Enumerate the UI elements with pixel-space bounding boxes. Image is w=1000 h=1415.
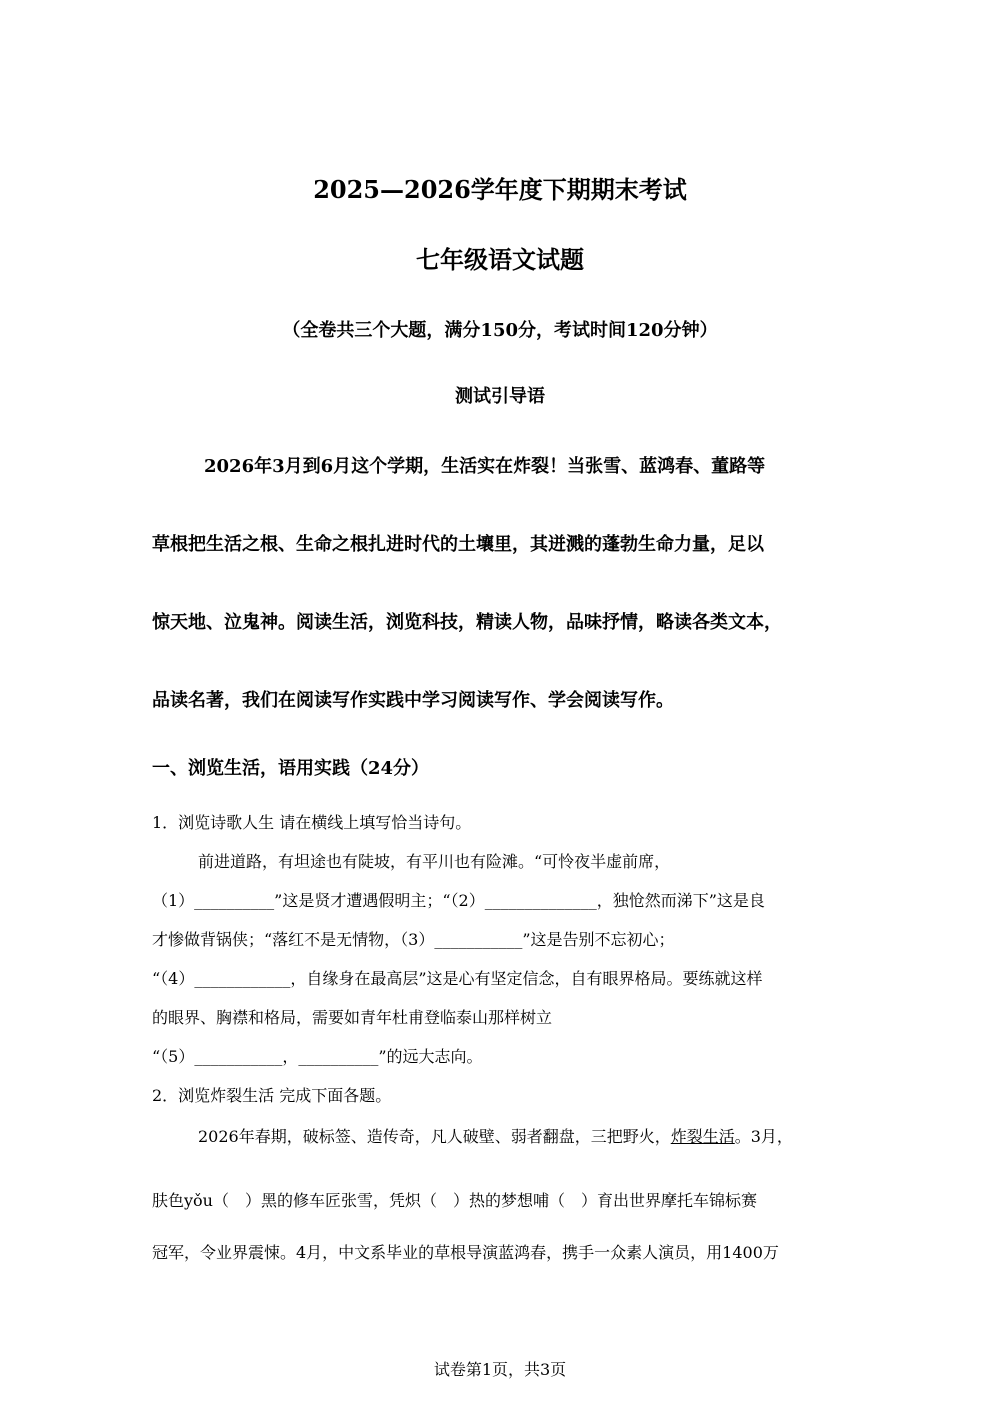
q1-line-2: （1）__________”这是贤才遭遇假明主；“（2）______________，独怆然而涕下”这是良 — [152, 891, 765, 910]
q1-stem: 1．浏览诗歌人生 请在横线上填写恰当诗句。 — [152, 813, 472, 832]
guide-heading: 测试引导语 — [455, 386, 545, 407]
intro-line-4: 品读名著，我们在阅读写作实践中学习阅读写作、学会阅读写作。 — [152, 690, 674, 711]
q2-stem: 2．浏览炸裂生活 完成下面各题。 — [152, 1086, 392, 1105]
underlined-phrase: 炸裂生活 — [670, 1127, 735, 1146]
intro-line-2: 草根把生活之根、生命之根扎进时代的土壤里，其迸溅的蓬勃生命力量，足以 — [152, 534, 764, 555]
q2-text-b: 。3月， — [734, 1127, 793, 1146]
q1-line-1: 前进道路，有坦途也有陡坡，有平川也有险滩。“可怜夜半虚前席， — [198, 852, 671, 871]
intro-line-1: 2026年3月到6月这个学期，生活实在炸裂！当张雪、蓝鸿春、董路等 — [204, 456, 766, 477]
q1-line-6: “（5）___________，__________”的远大志向。 — [152, 1047, 483, 1066]
q1-line-5: 的眼界、胸襟和格局，需要如青年杜甫登临泰山那样树立 — [152, 1008, 553, 1027]
q1-line-3: 才惨做背锅侠；“落红不是无情物，（3）___________”这是告别不忘初心； — [152, 930, 675, 949]
exam-title: 2025—2026学年度下期期末考试 — [313, 175, 687, 204]
q2-paragraph-line-3: 冠军，令业界震悚。4月，中文系毕业的草根导演蓝鸿春，携手一众素人演员，用1400万 — [152, 1243, 779, 1262]
q2-paragraph-line-1 — [198, 1124, 898, 1147]
intro-line-3: 惊天地、泣鬼神。阅读生活，浏览科技，精读人物，品味抒情，略读各类文本， — [152, 612, 782, 633]
q2-paragraph-line-2: 肤色yǒu（ ）黑的修车匠张雪，凭炽（ ）热的梦想哺（ ）育出世界摩托车锦标赛 — [152, 1191, 757, 1210]
q1-line-4: “（4）____________，自缘身在最高层”这是心有坚定信念，自有眼界格局。要练就这样 — [152, 969, 763, 988]
exam-subtitle: 七年级语文试题 — [416, 245, 584, 274]
exam-note: （全卷共三个大题，满分150分，考试时间120分钟） — [282, 320, 718, 341]
page-footer: 试卷第1页，共3页 — [433, 1360, 567, 1379]
section-1-heading: 一、浏览生活，语用实践（24分） — [152, 758, 430, 779]
q2-text-a: 2026年春期，破标签、造传奇，凡人破壁、弱者翻盘，三把野火， — [198, 1127, 671, 1146]
